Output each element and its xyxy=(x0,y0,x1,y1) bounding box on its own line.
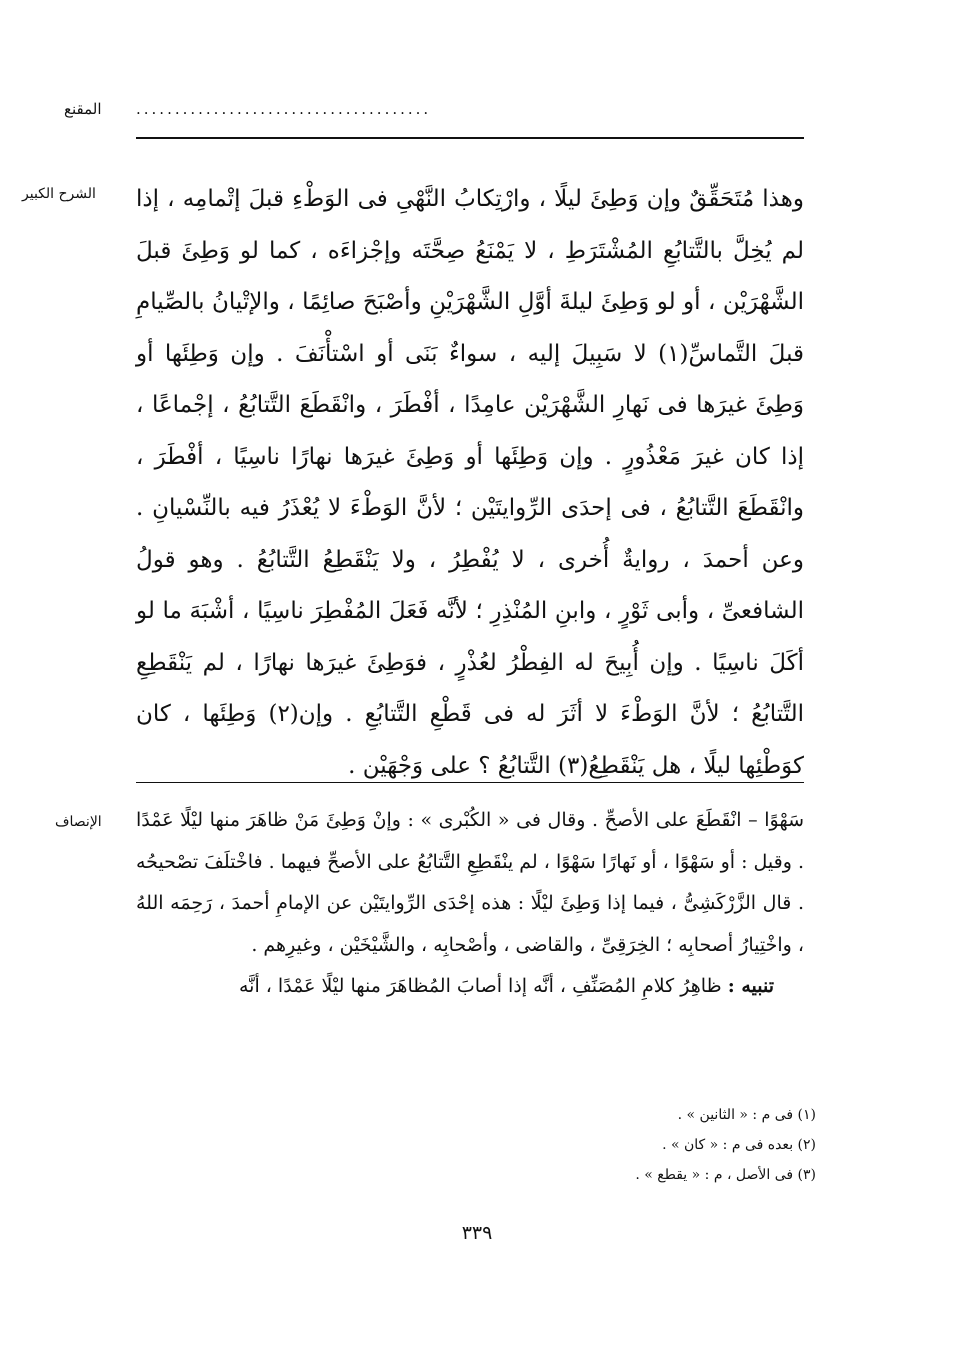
tanbih-text: ظاهِرُ كلامِ المُصَنِّفِ ، أنَّه إذا أصابَ المُظاهَرَ منها ليْلًا عَمْدًا ، أنَّه xyxy=(238,975,722,997)
book-title: المقنع xyxy=(64,100,102,118)
footnotes xyxy=(635,1100,816,1190)
insaf-paragraph: سَهْوًا – انْقَطَعَ على الأصحِّ . وقال فى « الكُبْرى » : وإنْ وَطِئَ مَنْ ظاهَرَ منها ليْلًا عَمْدًا . وقيل : أو سَهْوًا ، أو نَهارًا سَهْوًا ، لم ينْقَطِعِ التَّتابُعُ على الأصحِّ فيهما . فاخْتلَفَ تصْحيحُه . قال الزَّرْكَشِىُّ ، فيما إذا وَطِئَ ليْلًا : هذه إحْدَى الرِّوايتَيْن عن الإمامِ أحمدَ ، رَحِمَه اللهُ ، واخْتِيارُ أصحابِه ؛ الخِرَقِىِّ ، والقاضى ، وأصْحابِه ، والشَّيْخَيْن ، وغيرِهم . xyxy=(136,809,804,956)
insaf-commentary-text xyxy=(136,800,804,1008)
footnote-1: (١) فى م : « الثانين » . xyxy=(677,1107,816,1123)
side-label-insaf: الإنصاف xyxy=(55,814,102,830)
sharh-paragraph: وهذا مُتَحَقِّقٌ وإن وَطِئَ ليلًا ، وارْتِكابُ النَّهْىِ فى الوَطْءِ قبلَ إتْمامِه ، إذا لم يُخِلَّ بالتَّتابُعِ المُشْتَرَطِ ، لا يَمْنَعُ صِحَّتَه وإجْزاءَه ، كما لو وَطِئَ قبلَ الشَّهْرَيْن ، أو لو وَطِئَ ليلةَ أوَّلِ الشَّهْرَيْنِ وأصْبَحَ صائِمًا ، والإتْيانُ بالصِّيامِ قبلَ التَّماسِّ(١) لا سَبِيلَ إليه ، سواءٌ بَنَى أو اسْتأْنَفَ . وإن وَطِئَها أو وَطِئَ غيرَها فى نَهارِ الشَّهْرَيْن عامِدًا ، أفْطَرَ ، وانْقَطَعَ التَّتابُعُ ، إجْماعًا ، إذا كان غيرَ مَعْذُورٍ . وإن وَطِئَها أو وَطِئَ غيرَها نهارًا ناسِيًا ، أفْطَرَ ، وانْقَطَعَ التَّتابُعُ ، فى إحدَى الرِّوايتَيْن ؛ لأنَّ الوَطْءَ لا يُعْذَرُ فيه بالنِّسْيانِ . وعن أحمدَ ، روايةٌ أُخرى ، لا يُفْطِرُ ، ولا يَنْقَطِعُ التَّتابُعُ . وهو قولُ الشافعىِّ ، وأبى ثَوْرٍ ، وابنِ المُنْذِرِ ؛ لأنَّه فَعَلَ المُفْطِرَ ناسِيًا ، أشْبَهَ ما لو أكَلَ ناسِيًا . وإن أُبِيحَ له الفِطْرُ لعُذْرٍ ، فوَطِئَ غيرَها نهارًا ، لم يَنْقَطِعِ التَّتابُعُ ؛ لأنَّ الوَطْءَ لا أثَرَ له فى قَطْعِ التَّتابُعِ . وإن(٢) وَطِئَها ، كان كوَطْئِها ليلًا ، هل يَنْقَطِعُ(٣) التَّتابُعُ ؟ على وَجْهَيْن . xyxy=(136,186,805,779)
page-number: ٣٣٩ xyxy=(461,1222,493,1244)
side-label-sharh: الشرح الكبير xyxy=(22,186,96,202)
tanbih-paragraph xyxy=(136,966,804,1008)
tanbih-label: تنبيه : xyxy=(727,975,774,997)
header-dotted-leader: ...................................... xyxy=(136,100,432,118)
section-divider xyxy=(136,782,804,783)
sharh-commentary-text xyxy=(136,174,804,792)
header-rule xyxy=(136,137,804,139)
footnote-3: (٣) فى الأصل ، م : « يقطع » . xyxy=(635,1167,816,1183)
footnote-2: (٢) بعده فى م : « كان » . xyxy=(662,1137,816,1153)
